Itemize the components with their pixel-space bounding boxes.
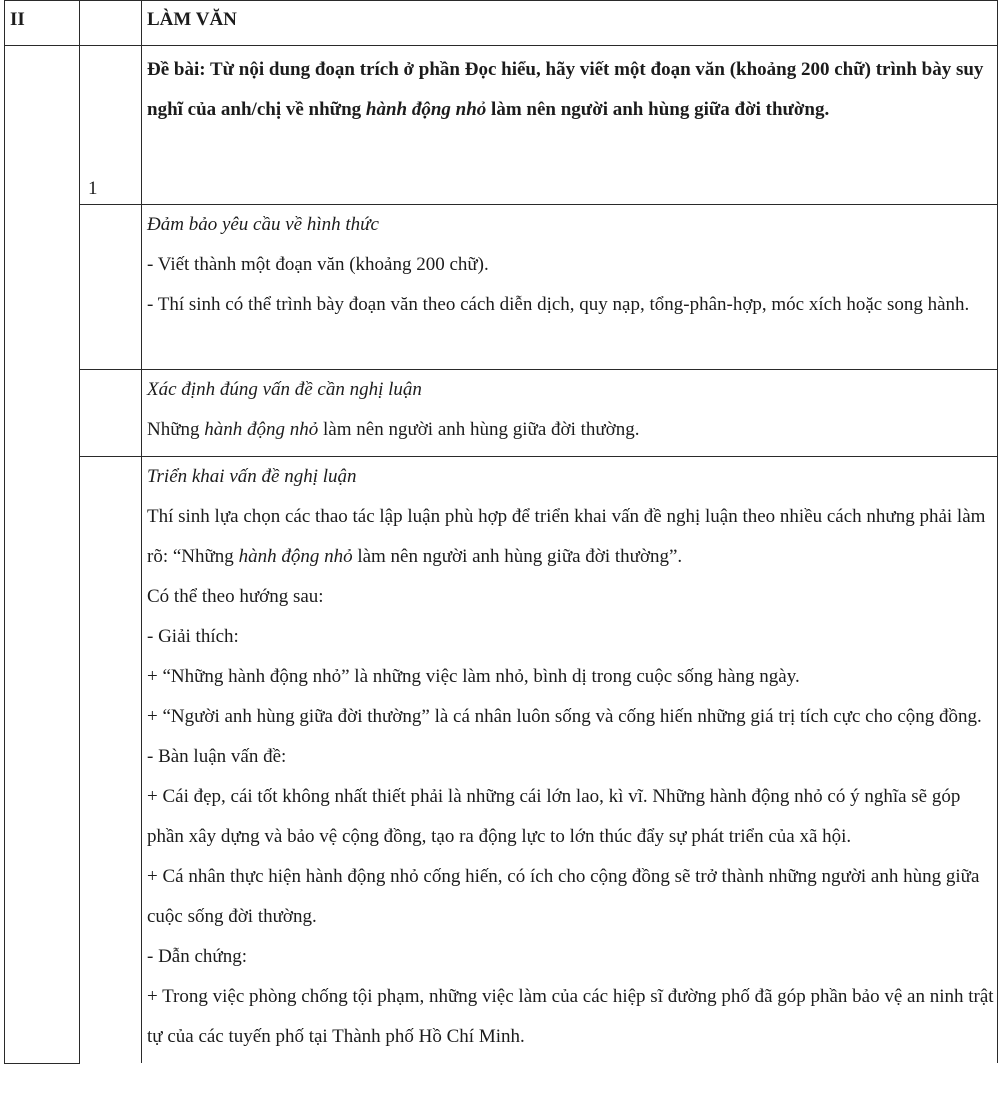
develop-title: Triển khai vấn đề nghị luận <box>147 466 357 487</box>
develop-line: - Dẫn chứng: <box>147 946 247 967</box>
form-requirement-cell <box>142 205 998 370</box>
section-header-row <box>5 1 998 46</box>
empty-cell <box>80 370 142 457</box>
question-number: 1 <box>88 178 98 199</box>
develop-intro <box>147 497 997 577</box>
answer-key-table <box>4 0 998 1064</box>
empty-cell <box>80 205 142 370</box>
issue-cell <box>142 370 998 457</box>
develop-line: + “Những hành động nhỏ” là những việc làm nhỏ, bình dị trong cuộc sống hàng ngày. <box>147 666 800 687</box>
issue-text-end: làm nên người anh hùng giữa đời thường. <box>318 419 640 440</box>
develop-line: - Bàn luận vấn đề: <box>147 746 287 767</box>
develop-line: + Trong việc phòng chống tội phạm, những việc làm của các hiệp sĩ đường phố đã góp phần bảo vệ an ninh trật tự của các tuyến phố tại Thành phố Hồ Chí Minh. <box>147 986 994 1047</box>
section-title: LÀM VĂN <box>147 9 237 30</box>
form-requirement-row <box>5 205 998 370</box>
issue-emphasis: hành động nhỏ <box>204 419 319 440</box>
section-roman-cell <box>5 1 80 46</box>
develop-line: + Cái đẹp, cái tốt không nhất thiết phải là những cái lớn lao, kì vĩ. Những hành động nhỏ có ý nghĩa sẽ góp phần xây dựng và bảo vệ cộng đồng, tạo ra động lực to lớn thúc đẩy sự phát triển của xã hội. <box>147 786 961 847</box>
question-number-cell <box>80 46 142 205</box>
form-title: Đảm bảo yêu cầu về hình thức <box>147 214 379 235</box>
develop-cell <box>142 457 998 1064</box>
question-row <box>5 46 998 205</box>
issue-title: Xác định đúng vấn đề cần nghị luận <box>147 379 422 400</box>
issue-row <box>5 370 998 457</box>
prompt-emphasis: hành động nhỏ <box>365 99 487 120</box>
section-title-cell <box>142 1 998 46</box>
form-line-1: - Viết thành một đoạn văn (khoảng 200 chữ). <box>147 254 489 275</box>
develop-line: + Cá nhân thực hiện hành động nhỏ cống hiến, có ích cho cộng đồng sẽ trở thành những người anh hùng giữa cuộc sống đời thường. <box>147 866 980 927</box>
develop-line: - Giải thích: <box>147 626 239 647</box>
prompt-text-end: làm nên người anh hùng giữa đời thường. <box>486 99 830 120</box>
prompt-text: Đề bài: Từ nội dung đoạn trích ở phần Đọc hiểu, hãy viết một đoạn văn (khoảng 200 chữ) trình bày suy nghĩ của anh/chị về những <box>147 59 984 120</box>
develop-intro-end: làm nên người anh hùng giữa đời thường”. <box>352 546 683 567</box>
issue-text-start: Những <box>147 419 205 440</box>
section-roman-numeral: II <box>10 9 25 30</box>
develop-row <box>5 457 998 1064</box>
issue-text <box>147 410 997 450</box>
question-prompt-cell <box>142 46 998 205</box>
section-span-cell <box>5 46 80 1064</box>
develop-intro-emphasis: hành động nhỏ <box>238 546 353 567</box>
empty-cell <box>80 1 142 46</box>
empty-cell <box>80 457 142 1064</box>
develop-intro-start: Thí sinh lựa chọn các thao tác lập luận phù hợp để triển khai vấn đề nghị luận theo nhiều cách nhưng phải làm rõ: “Những <box>147 506 986 567</box>
form-line-2: - Thí sinh có thể trình bày đoạn văn theo cách diễn dịch, quy nạp, tổng-phân-hợp, móc xích hoặc song hành. <box>147 294 970 315</box>
develop-line: + “Người anh hùng giữa đời thường” là cá nhân luôn sống và cống hiến những giá trị tích cực cho cộng đồng. <box>147 706 982 727</box>
question-prompt <box>142 46 997 136</box>
develop-line: Có thể theo hướng sau: <box>147 586 324 607</box>
